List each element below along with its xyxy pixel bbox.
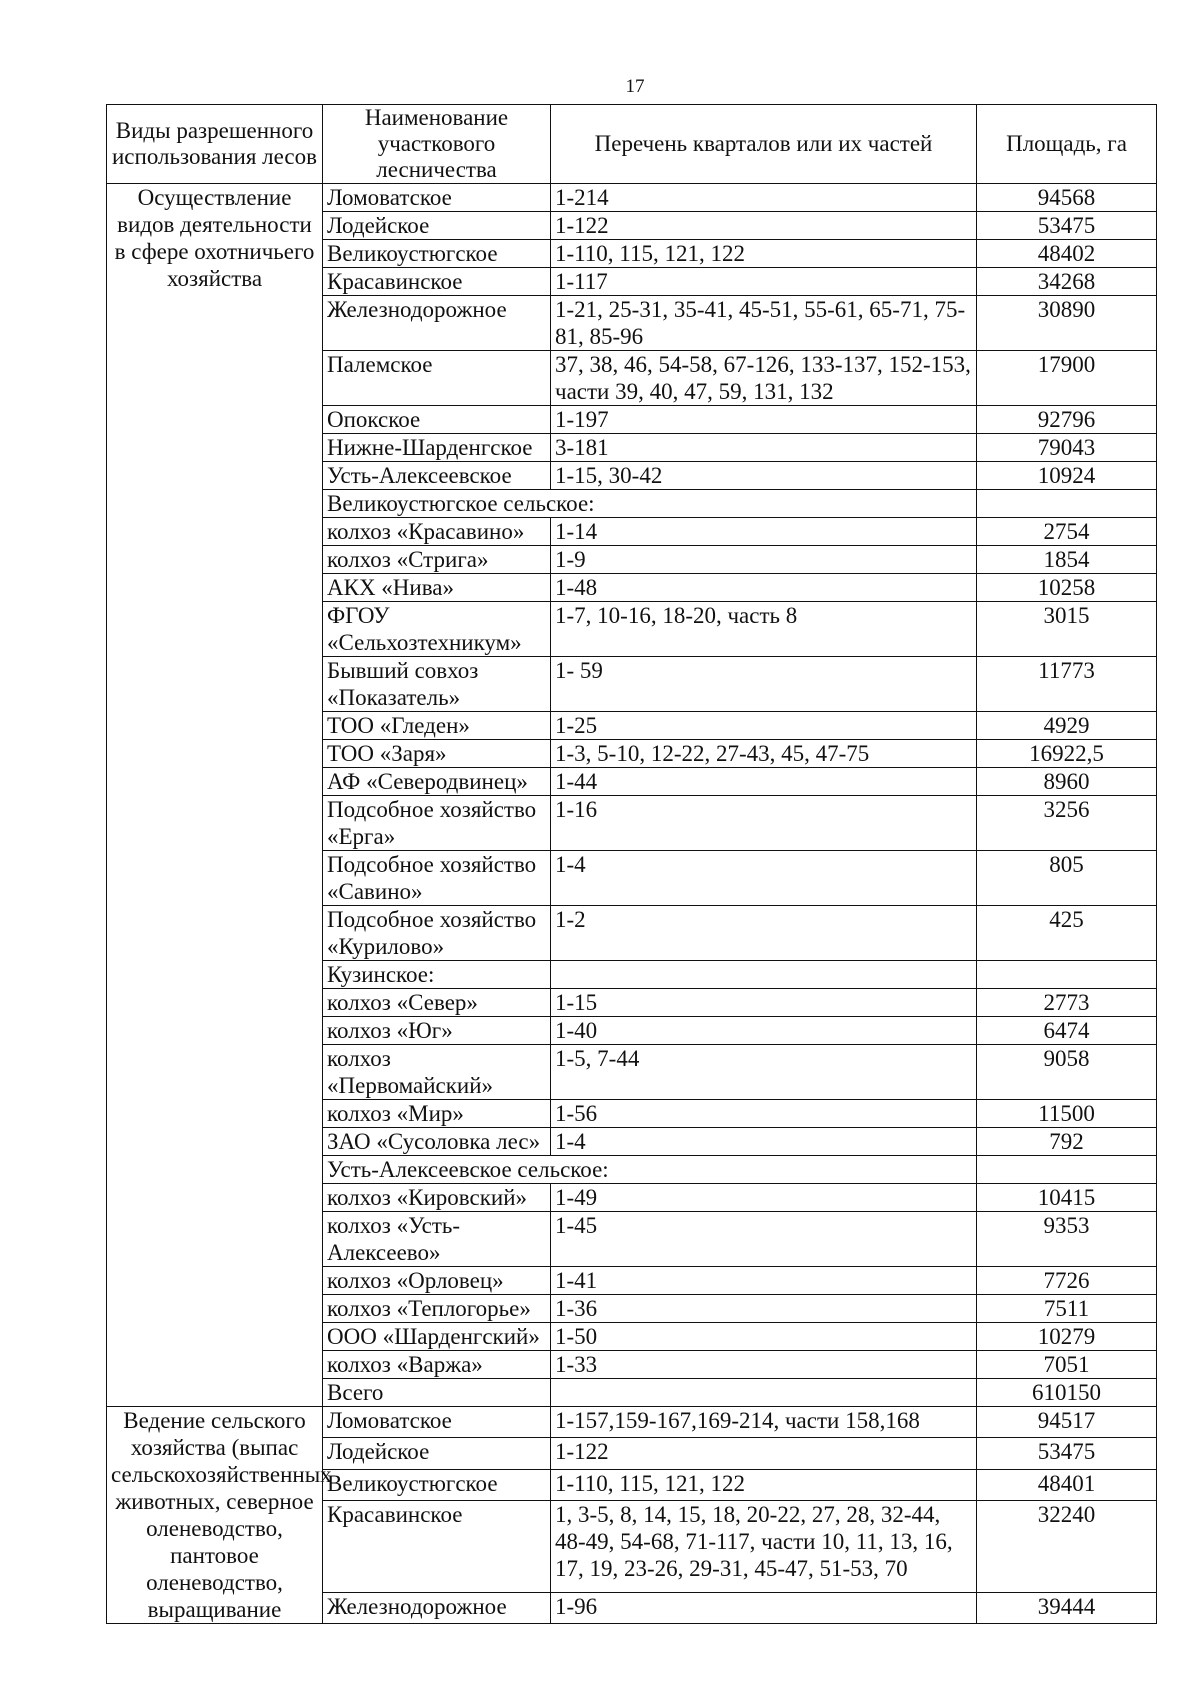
quarters-cell: 1-117 <box>551 268 977 296</box>
area-cell: 16922,5 <box>977 740 1157 768</box>
area-cell <box>977 1156 1157 1184</box>
quarters-cell: 1-122 <box>551 212 977 240</box>
header-forestry: Наименование участкового лесничества <box>323 105 551 184</box>
area-cell: 53475 <box>977 212 1157 240</box>
quarters-cell: 1-49 <box>551 1184 977 1212</box>
forestry-name-cell: колхоз «Усть-Алексеево» <box>323 1212 551 1267</box>
quarters-cell: 1- 59 <box>551 657 977 712</box>
area-cell: 6474 <box>977 1017 1157 1045</box>
forestry-name-cell: Железнодорожное <box>323 296 551 351</box>
quarters-cell: 1-15 <box>551 989 977 1017</box>
area-cell: 94568 <box>977 184 1157 212</box>
forestry-name-cell: Подсобное хозяйство «Ерга» <box>323 796 551 851</box>
quarters-cell: 1-16 <box>551 796 977 851</box>
forestry-name-cell: колхоз «Мир» <box>323 1100 551 1128</box>
area-cell: 39444 <box>977 1592 1157 1623</box>
table-row <box>107 1407 1157 1438</box>
quarters-cell: 1-45 <box>551 1212 977 1267</box>
forestry-name-cell: Нижне-Шарденгское <box>323 434 551 462</box>
area-cell: 10279 <box>977 1323 1157 1351</box>
forestry-name-cell: Красавинское <box>323 1500 551 1592</box>
area-cell: 48401 <box>977 1469 1157 1500</box>
quarters-cell: 3-181 <box>551 434 977 462</box>
quarters-cell: 1-197 <box>551 406 977 434</box>
forestry-name-cell: колхоз «Север» <box>323 989 551 1017</box>
forestry-name-cell: колхоз «Кировский» <box>323 1184 551 1212</box>
page-number: 17 <box>625 76 645 97</box>
quarters-cell <box>551 1379 977 1407</box>
quarters-cell <box>551 961 977 989</box>
area-cell: 3256 <box>977 796 1157 851</box>
header-use: Виды разрешенного использования лесов <box>107 105 323 184</box>
forestry-name-cell: ЗАО «Сусоловка лес» <box>323 1128 551 1156</box>
quarters-cell: 1-25 <box>551 712 977 740</box>
forestry-name-cell: колхоз «Стрига» <box>323 546 551 574</box>
forestry-name-cell: Ломоватское <box>323 184 551 212</box>
quarters-cell: 1-14 <box>551 518 977 546</box>
forestry-name-cell: Великоустюгское <box>323 1469 551 1500</box>
area-cell: 7051 <box>977 1351 1157 1379</box>
table-body <box>107 184 1157 1624</box>
quarters-cell: 1-36 <box>551 1295 977 1323</box>
area-cell: 4929 <box>977 712 1157 740</box>
forestry-name-cell: Подсобное хозяйство «Савино» <box>323 851 551 906</box>
quarters-cell: 1-4 <box>551 1128 977 1156</box>
quarters-cell: 1-21, 25-31, 35-41, 45-51, 55-61, 65-71, 75-81, 85-96 <box>551 296 977 351</box>
area-cell: 2773 <box>977 989 1157 1017</box>
area-cell: 32240 <box>977 1500 1157 1592</box>
quarters-cell: 1-96 <box>551 1592 977 1623</box>
forestry-name-cell: Опокское <box>323 406 551 434</box>
area-cell: 34268 <box>977 268 1157 296</box>
area-cell: 92796 <box>977 406 1157 434</box>
forestry-name-cell: колхоз «Орловец» <box>323 1267 551 1295</box>
quarters-cell: 1-110, 115, 121, 122 <box>551 1469 977 1500</box>
area-cell: 10258 <box>977 574 1157 602</box>
quarters-cell: 1-7, 10-16, 18-20, часть 8 <box>551 602 977 657</box>
forestry-name-cell: Лодейское <box>323 1438 551 1469</box>
quarters-cell: 1-3, 5-10, 12-22, 27-43, 45, 47-75 <box>551 740 977 768</box>
forestry-name-cell: Кузинское: <box>323 961 551 989</box>
forestry-name-cell: Красавинское <box>323 268 551 296</box>
quarters-cell: 1-56 <box>551 1100 977 1128</box>
area-cell: 8960 <box>977 768 1157 796</box>
area-cell: 11773 <box>977 657 1157 712</box>
forestry-name-cell: Палемское <box>323 351 551 406</box>
area-cell: 805 <box>977 851 1157 906</box>
quarters-cell: 1-50 <box>551 1323 977 1351</box>
forestry-name-cell: колхоз «Юг» <box>323 1017 551 1045</box>
forestry-name-cell: колхоз «Теплогорье» <box>323 1295 551 1323</box>
forestry-name-cell: Всего <box>323 1379 551 1407</box>
area-cell: 17900 <box>977 351 1157 406</box>
quarters-cell: 1-5, 7-44 <box>551 1045 977 1100</box>
quarters-cell: 1-122 <box>551 1438 977 1469</box>
use-type-cell: Ведение сельского хозяйства (выпас сельскохозяйственных животных, северное оленеводство, пантовое оленеводство, выращивание <box>107 1407 323 1624</box>
quarters-cell: 1-44 <box>551 768 977 796</box>
area-cell: 792 <box>977 1128 1157 1156</box>
quarters-cell: 1-33 <box>551 1351 977 1379</box>
quarters-cell: 1-4 <box>551 851 977 906</box>
forest-use-table <box>106 104 1157 1624</box>
forestry-name-cell: АФ «Северодвинец» <box>323 768 551 796</box>
quarters-cell: 1-40 <box>551 1017 977 1045</box>
area-cell: 7726 <box>977 1267 1157 1295</box>
quarters-cell: 1-41 <box>551 1267 977 1295</box>
forestry-name-cell: колхоз «Красавино» <box>323 518 551 546</box>
header-quarters: Перечень кварталов или их частей <box>551 105 977 184</box>
area-cell: 30890 <box>977 296 1157 351</box>
header-area: Площадь, га <box>977 105 1157 184</box>
area-cell: 2754 <box>977 518 1157 546</box>
area-cell: 610150 <box>977 1379 1157 1407</box>
table-header-row <box>107 105 1157 184</box>
area-cell: 425 <box>977 906 1157 961</box>
quarters-cell: 1, 3-5, 8, 14, 15, 18, 20-22, 27, 28, 32-44, 48-49, 54-68, 71-117, части 10, 11, 13, 16, 17, 19, 23-26, 29-31, 45-47, 51-53, 70 <box>551 1500 977 1592</box>
forestry-name-cell: ТОО «Гледен» <box>323 712 551 740</box>
quarters-cell: 1-15, 30-42 <box>551 462 977 490</box>
area-cell: 10415 <box>977 1184 1157 1212</box>
table-row <box>107 184 1157 212</box>
area-cell: 11500 <box>977 1100 1157 1128</box>
forestry-name-cell: ООО «Шарденгский» <box>323 1323 551 1351</box>
forestry-name-cell: Лодейское <box>323 212 551 240</box>
forestry-name-cell: Подсобное хозяйство «Курилово» <box>323 906 551 961</box>
area-cell: 53475 <box>977 1438 1157 1469</box>
area-cell: 9353 <box>977 1212 1157 1267</box>
forestry-name-cell: Ломоватское <box>323 1407 551 1438</box>
area-cell: 79043 <box>977 434 1157 462</box>
forestry-name-cell: колхоз «Первомайский» <box>323 1045 551 1100</box>
area-cell <box>977 961 1157 989</box>
area-cell: 1854 <box>977 546 1157 574</box>
quarters-cell: 1-110, 115, 121, 122 <box>551 240 977 268</box>
quarters-cell: 1-2 <box>551 906 977 961</box>
forestry-name-cell: ТОО «Заря» <box>323 740 551 768</box>
quarters-cell: 1-214 <box>551 184 977 212</box>
area-cell: 3015 <box>977 602 1157 657</box>
quarters-cell: 37, 38, 46, 54-58, 67-126, 133-137, 152-153, части 39, 40, 47, 59, 131, 132 <box>551 351 977 406</box>
forestry-name-cell: Железнодорожное <box>323 1592 551 1623</box>
forestry-name-cell: АКХ «Нива» <box>323 574 551 602</box>
forestry-name-cell: Усть-Алексеевское <box>323 462 551 490</box>
area-cell <box>977 490 1157 518</box>
area-cell: 48402 <box>977 240 1157 268</box>
forestry-name-cell: ФГОУ «Сельхозтехникум» <box>323 602 551 657</box>
forestry-name-cell: Великоустюгское сельское: <box>323 490 977 518</box>
area-cell: 94517 <box>977 1407 1157 1438</box>
forestry-name-cell: колхоз «Варжа» <box>323 1351 551 1379</box>
use-type-cell: Осуществление видов деятельности в сфере охотничьего хозяйства <box>107 184 323 1407</box>
forestry-name-cell: Великоустюгское <box>323 240 551 268</box>
area-cell: 7511 <box>977 1295 1157 1323</box>
quarters-cell: 1-48 <box>551 574 977 602</box>
quarters-cell: 1-157,159-167,169-214, части 158,168 <box>551 1407 977 1438</box>
forestry-name-cell: Усть-Алексеевское сельское: <box>323 1156 977 1184</box>
area-cell: 9058 <box>977 1045 1157 1100</box>
forestry-name-cell: Бывший совхоз «Показатель» <box>323 657 551 712</box>
area-cell: 10924 <box>977 462 1157 490</box>
quarters-cell: 1-9 <box>551 546 977 574</box>
